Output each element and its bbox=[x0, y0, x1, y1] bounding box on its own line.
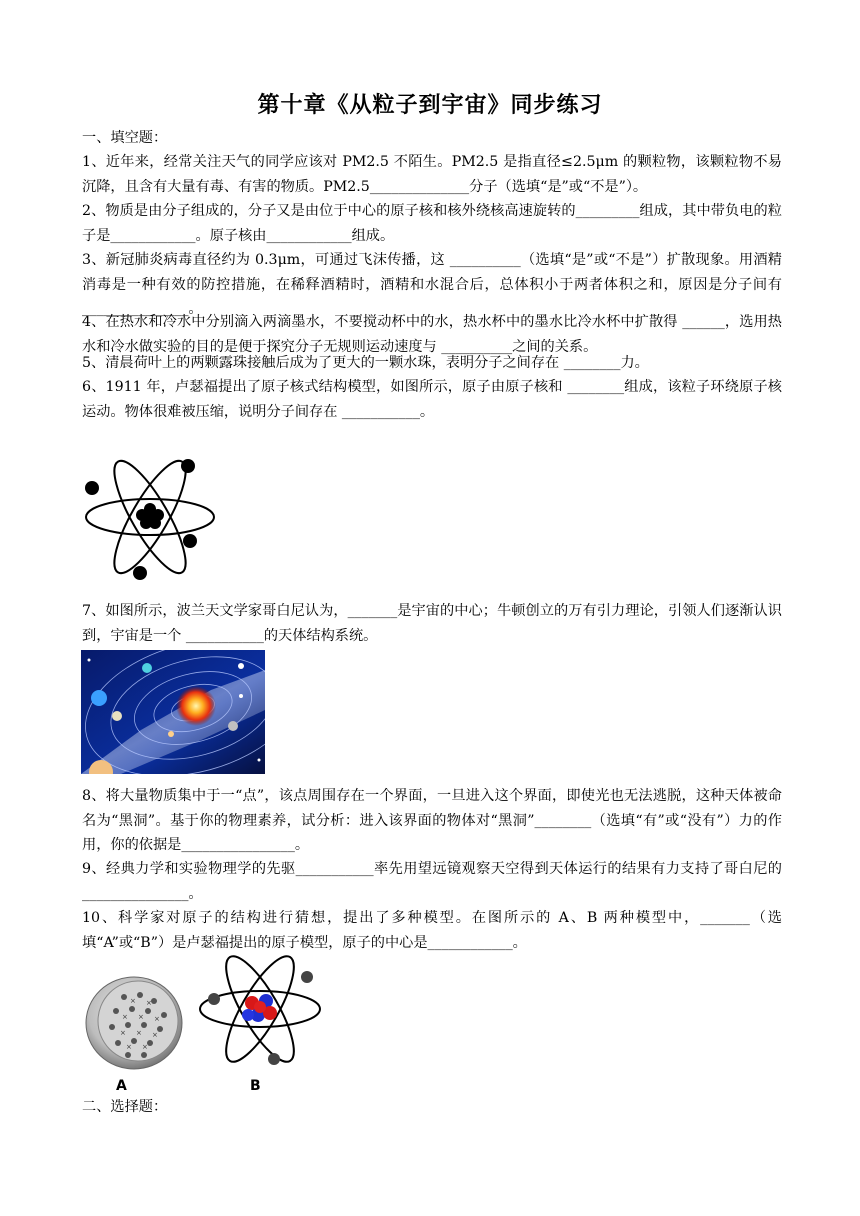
question-6: 6、1911 年，卢瑟福提出了原子核式结构模型，如图所示，原子由原子核和 ________组成，该粒子环绕原子核运动。物体很难被压缩，说明分子间存在 ___________。 bbox=[82, 379, 782, 420]
svg-text:×: × bbox=[136, 1029, 142, 1037]
solar-system-figure bbox=[81, 650, 265, 774]
question-10: 10、科学家对原子的结构进行猜想，提出了多种模型。在图所示的 A、B 两种模型中，_______（选填“A”或“B”）是卢瑟福提出的原子模型，原子的中心是____________。 bbox=[82, 910, 782, 951]
plum-pudding-model-figure bbox=[82, 973, 186, 1077]
question-9: 9、经典力学和实验物理学的先驱___________率先用望远镜观察天空得到天体运行的结果有力支持了哥白尼的_______________。 bbox=[82, 861, 782, 902]
question-7: 7、如图所示，波兰天文学家哥白尼认为，_______是宇宙的中心；牛顿创立的万有引力理论，引领人们逐渐认识到，宇宙是一个 ___________的天体结构系统。 bbox=[82, 603, 782, 644]
svg-text:×: × bbox=[120, 1029, 126, 1037]
section-heading-fill: 一、填空题： bbox=[82, 130, 168, 146]
atom-model-figure bbox=[80, 455, 220, 585]
svg-text:×: × bbox=[146, 999, 152, 1007]
svg-text:×: × bbox=[154, 1015, 160, 1023]
section-heading-choice: 二、选择题： bbox=[82, 1099, 168, 1115]
svg-text:×: × bbox=[122, 1013, 128, 1021]
svg-text:×: × bbox=[152, 1031, 158, 1039]
question-5: 5、清晨荷叶上的两颗露珠接触后成为了更大的一颗水珠，表明分子之间存在 ________力。 bbox=[82, 355, 649, 371]
svg-text:×: × bbox=[138, 1013, 144, 1021]
figure-label-a: A bbox=[116, 1078, 127, 1094]
svg-text:×: × bbox=[142, 1043, 148, 1051]
page-title: 第十章《从粒子到宇宙》同步练习 bbox=[257, 92, 603, 118]
figure-label-b: B bbox=[250, 1078, 261, 1094]
svg-text:×: × bbox=[130, 997, 136, 1005]
rutherford-model-figure bbox=[196, 943, 324, 1077]
question-3: 3、新冠肺炎病毒直径约为 0.3μm，可通过飞沫传播，这 __________（选填“是”或“不是”）扩散现象。用酒精消毒是一种有效的防控措施，在稀释酒精时，酒精和水混合后，总体积小于两者体积之和，原因是分子间有 _______________。 bbox=[82, 252, 782, 317]
question-8: 8、将大量物质集中于一“点”，该点周围存在一个界面，一旦进入这个界面，即使光也无法逃脱，这种天体被命名为“黑洞”。基于你的物理素养，试分析：进入该界面的物体对“黑洞”________（选填“有”或“没有”）力的作用，你的依据是________________。 bbox=[82, 788, 782, 853]
svg-text:×: × bbox=[126, 1043, 132, 1051]
question-4: 4、在热水和冷水中分别滴入两滴墨水，不要搅动杯中的水，热水杯中的墨水比冷水杯中扩散得 ______，选用热水和冷水做实验的目的是便于探究分子无规则运动速度与 __________之间的关系。 bbox=[82, 314, 782, 355]
question-1: 1、近年来，经常关注天气的同学应该对 PM2.5 不陌生。PM2.5 是指直径≤2.5μm 的颗粒物，该颗粒物不易沉降，且含有大量有毒、有害的物质。PM2.5______________分子（选填“是”或“不是”）。 bbox=[82, 154, 782, 195]
question-2: 2、物质是由分子组成的，分子又是由位于中心的原子核和核外绕核高速旋转的_________组成，其中带负电的粒子是____________。原子核由____________组成。 bbox=[82, 203, 782, 244]
